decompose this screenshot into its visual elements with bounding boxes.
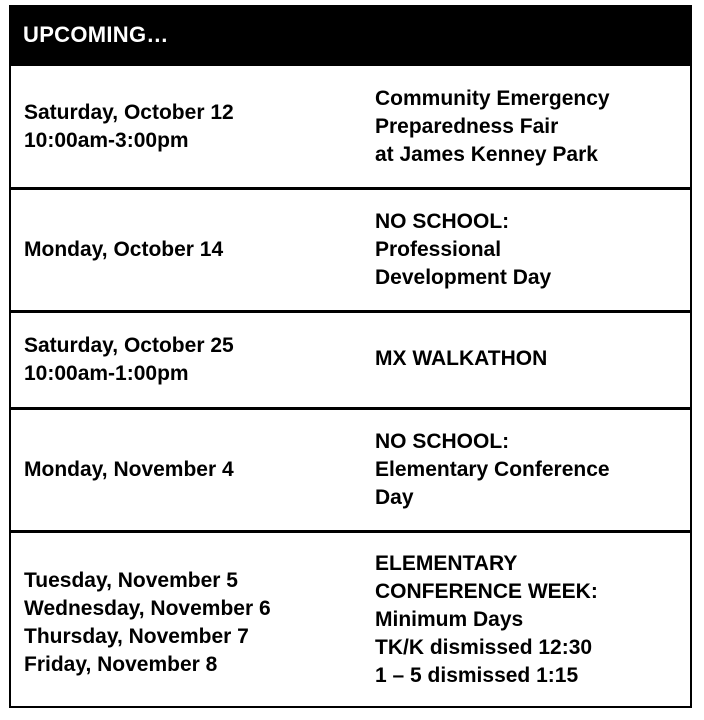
event-line: Community Emergency: [375, 86, 610, 110]
date-cell: [24, 190, 364, 310]
table-row: [11, 530, 690, 706]
table-row: [11, 187, 690, 310]
event-line: NO SCHOOL:: [375, 430, 510, 453]
date-cell: [24, 313, 364, 407]
event-line: Development Day: [375, 266, 552, 289]
event-line: NO SCHOOL:: [375, 210, 510, 233]
event-cell: [375, 410, 684, 530]
event-cell: [375, 190, 684, 310]
event-line: Preparedness Fair: [375, 114, 559, 138]
date-line: Monday, November 4: [24, 458, 234, 481]
event-line: at James Kenney Park: [375, 142, 598, 166]
date-line: Saturday, October 12: [24, 100, 234, 124]
event-line: 1 – 5 dismissed 1:15: [375, 663, 579, 687]
time-line: 10:00am-3:00pm: [24, 128, 189, 152]
date-line: Tuesday, November 5: [24, 568, 238, 592]
table-row: [11, 310, 690, 407]
table-row: [11, 407, 690, 530]
upcoming-events-table: [9, 5, 692, 708]
table-row: [11, 63, 690, 187]
event-line: Professional: [375, 238, 502, 261]
time-line: 10:00am-1:00pm: [24, 362, 189, 385]
date-line: Monday, October 14: [24, 238, 224, 261]
event-cell: [375, 313, 684, 407]
event-cell: [375, 533, 684, 706]
event-line: Elementary Conference: [375, 458, 610, 481]
event-line: ELEMENTARY: [375, 551, 518, 575]
date-line: Friday, November 8: [24, 652, 218, 676]
event-line: MX WALKATHON: [375, 347, 548, 370]
event-line: TK/K dismissed 12:30: [375, 635, 593, 659]
event-line: CONFERENCE WEEK:: [375, 579, 598, 603]
event-line: Minimum Days: [375, 607, 524, 631]
date-line: Saturday, October 25: [24, 334, 234, 357]
event-cell: [375, 66, 684, 187]
date-cell: [24, 66, 364, 187]
table-header: UPCOMING…: [11, 7, 690, 63]
date-line: Wednesday, November 6: [24, 596, 271, 620]
event-line: Day: [375, 486, 414, 509]
date-cell: [24, 533, 364, 706]
date-line: Thursday, November 7: [24, 624, 249, 648]
date-cell: [24, 410, 364, 530]
